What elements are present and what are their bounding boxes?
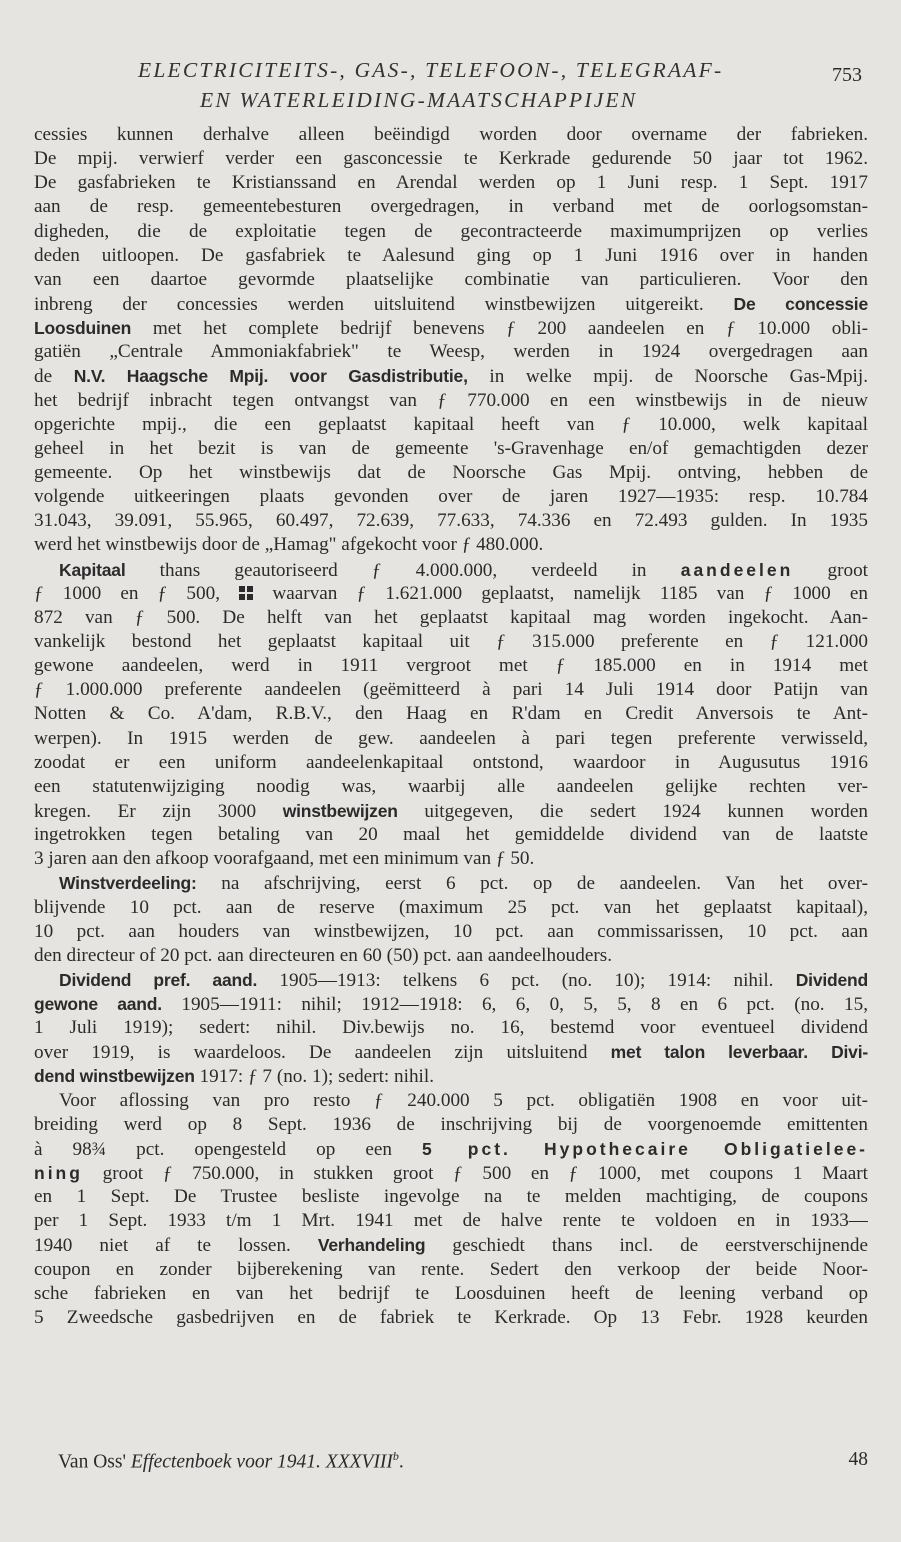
text-line: Winstverdeeling: na afschrijving, eerst 6 pct. op de aandeelen. Van het over- xyxy=(59,873,868,895)
text-line: de N.V. Haagsche Mpij. voor Gasdistributie, in welke mpij. de Noorsche Gas-Mpij. xyxy=(34,366,868,388)
text-line: gewone aand. 1905—1911: nihil; 1912—1918: 6, 6, 0, 5, 5, 8 en 6 pct. (no. 15, xyxy=(34,994,868,1016)
text-line: dend winstbewijzen 1917: ƒ 7 (no. 1); sedert: nihil. xyxy=(34,1066,435,1088)
bold-term: aandeelen xyxy=(680,559,794,580)
bold-term: Dividend xyxy=(795,969,868,990)
text-line: het bedrijf inbracht tegen ontvangst van ƒ 770.000 en een winstbewijs in de nieuw xyxy=(34,389,868,411)
text-line: een statutenwijziging noodig was, waarbij alle aandeelen gelijke rechten ver- xyxy=(34,775,868,797)
bold-term: De concessie xyxy=(733,293,868,314)
text-line: à 98¾ pct. opengesteld op een 5 pct. Hypothecaire Obligatielee- xyxy=(34,1138,868,1160)
bold-term: Dividend pref. aand. xyxy=(59,969,258,990)
text-line: gatiën „Centrale Ammoniakfabriek" te Weesp, werden in 1924 overgedragen aan xyxy=(34,341,868,363)
bold-term: Winstverdeeling: xyxy=(59,873,197,894)
header-title-line1: ELECTRICITEITS-, GAS-, TELEFOON-, TELEGRAAF- xyxy=(138,58,724,82)
text-line: 3 jaren aan den afkoop voorafgaand, met een minimum van ƒ 50. xyxy=(34,848,535,870)
text-line: geheel in het bezit is van de gemeente 's-Gravenhage en/of gemachtigden dezer xyxy=(34,437,868,459)
text-line: werpen). In 1915 werden de gew. aandeelen à pari tegen preferente verwisseld, xyxy=(34,727,868,749)
text-line: 10 pct. aan houders van winstbewijzen, 10 pct. aan commissarissen, 10 pct. aan xyxy=(34,920,868,942)
text-line: van een daartoe gevormde plaatselijke combinatie van particulieren. Voor den xyxy=(34,268,868,290)
text-line: ƒ 1000 en ƒ 500, waarvan ƒ 1.621.000 geplaatst, namelijk 1185 van ƒ 1000 en xyxy=(34,582,868,604)
text-line: Voor aflossing van pro resto ƒ 240.000 5 pct. obligatiën 1908 en voor uit- xyxy=(59,1089,868,1111)
text-line: 5 Zweedsche gasbedrijven en de fabriek te Kerkrade. Op 13 Febr. 1928 keurden xyxy=(34,1306,868,1328)
header-title-line2: EN WATERLEIDING-MAATSCHAPPIJEN xyxy=(200,88,638,112)
text-line: kregen. Er zijn 3000 winstbewijzen uitgegeven, die sedert 1924 kunnen worden xyxy=(34,800,868,822)
text-line: sche fabrieken en van het bedrijf te Loosduinen heeft de leening verband op xyxy=(34,1282,868,1304)
text-line: ƒ 1.000.000 preferente aandeelen (geëmitteerd à pari 14 Juli 1914 door Patijn van xyxy=(34,679,868,701)
text-line: aan de resp. gemeentebesturen overgedragen, in verband met de oorlogsomstan- xyxy=(34,196,868,218)
text-line: ingetrokken tegen betaling van 20 maal het gemiddelde dividend van de laatste xyxy=(34,824,868,846)
text-line: gemeente. Op het winstbewijs dat de Noorsche Gas Mpij. ontving, hebben de xyxy=(34,461,868,483)
text-line: De gasfabrieken te Kristianssand en Arendal werden op 1 Juni resp. 1 Sept. 1917 xyxy=(34,172,868,194)
text-line: 1940 niet af te lossen. Verhandeling geschiedt thans incl. de eerstverschijnende xyxy=(34,1235,868,1257)
bold-term: gewone aand. xyxy=(34,994,162,1015)
text-line: coupon en zonder bijberekening van rente. Sedert den verkoop der beide Noor- xyxy=(34,1258,868,1280)
bold-term: Divi- xyxy=(831,1042,868,1063)
text-line: 1 Juli 1919); sedert: nihil. Div.bewijs no. 16, bestemd voor eventueel dividend xyxy=(34,1017,868,1039)
text-line: Kapitaal thans geautoriseerd ƒ 4.000.000, verdeeld in aandeelen groot xyxy=(59,559,868,581)
text-line: cessies kunnen derhalve alleen beëindigd worden door overname der fabrieken. xyxy=(34,124,868,145)
text-line: den directeur of 20 pct. aan directeuren en 60 (50) pct. aan aandeelhouders. xyxy=(34,944,613,966)
text-line: blijvende 10 pct. aan de reserve (maximum 25 pct. van het geplaatst kapitaal), xyxy=(34,896,868,918)
footer-page-number: 48 xyxy=(848,1449,868,1470)
square-symbol-icon xyxy=(239,586,253,600)
text-line: digheden, die de exploitatie tegen de gecontracteerde maximumprijzen op verlies xyxy=(34,220,868,242)
text-line: Dividend pref. aand. 1905—1913: telkens 6 pct. (no. 10); 1914: nihil. Dividend xyxy=(59,969,868,991)
bold-term: Loosduinen xyxy=(34,318,132,339)
text-line: Loosduinen met het complete bedrijf benevens ƒ 200 aandeelen en ƒ 10.000 obli- xyxy=(34,318,868,340)
page-footer xyxy=(58,1449,868,1475)
page-number: 753 xyxy=(832,64,862,86)
text-line: per 1 Sept. 1933 t/m 1 Mrt. 1941 met de halve rente te voldoen en in 1933— xyxy=(34,1210,868,1232)
bold-term: met talon leverbaar. xyxy=(610,1042,808,1063)
text-line: zoodat er een uniform aandeelenkapitaal ontstond, waardoor in Augusutus 1916 xyxy=(34,751,868,773)
text-line: ning groot ƒ 750.000, in stukken groot ƒ 500 en ƒ 1000, met coupons 1 Maart xyxy=(34,1163,868,1185)
text-line: opgerichte mpij., die een geplaatst kapitaal heeft van ƒ 10.000, welk kapitaal xyxy=(34,413,868,435)
text-line: inbreng der concessies werden uitsluitend winstbewijzen uitgereikt. De concessie xyxy=(34,293,868,315)
text-line: over 1919, is waardeloos. De aandeelen zijn uitsluitend met talon leverbaar. Divi- xyxy=(34,1042,868,1064)
text-line: volgende uitkeeringen plaats gevonden over de jaren 1927—1935: resp. 10.784 xyxy=(34,486,868,508)
text-line: deden uitloopen. De gasfabriek te Aalesund ging op 1 Juni 1916 over in handen xyxy=(34,244,868,266)
bold-term: Verhandeling xyxy=(317,1235,426,1256)
bold-term: N.V. Haagsche Mpij. voor Gasdistributie, xyxy=(73,366,468,387)
bold-term: winstbewijzen xyxy=(282,800,398,821)
text-line: gewone aandeelen, werd in 1911 vergroot met ƒ 185.000 en in 1914 met xyxy=(34,655,868,677)
text-line: en 1 Sept. De Trustee besliste ingevolge na te melden machtiging, de coupons xyxy=(34,1186,868,1208)
text-line: werd het winstbewijs door de „Hamag" afgekocht voor ƒ 480.000. xyxy=(34,534,544,556)
bold-term: 5 pct. Hypothecaire Obligatielee- xyxy=(421,1138,868,1159)
text-line: 31.043, 39.091, 55.965, 60.497, 72.639, 77.633, 74.336 en 72.493 gulden. In 1935 xyxy=(34,510,868,532)
text-line: vankelijk bestond het geplaatst kapitaal uit ƒ 315.000 preferente en ƒ 121.000 xyxy=(34,630,868,652)
text-line: breiding werd op 8 Sept. 1936 de inschrijving bij de voorgenoemde emittenten xyxy=(34,1113,868,1135)
text-line: De mpij. verwierf verder een gasconcessie te Kerkrade gedurende 50 jaar tot 1962. xyxy=(34,148,868,170)
text-line: 872 van ƒ 500. De helft van het geplaatst kapitaal mag worden ingekocht. Aan- xyxy=(34,606,868,628)
body-text xyxy=(34,123,868,1330)
bold-term: Kapitaal xyxy=(59,559,126,580)
bold-term: dend winstbewijzen xyxy=(34,1066,195,1087)
text-line: Notten & Co. A'dam, R.B.V., den Haag en R'dam en Credit Anversois te Ant- xyxy=(34,703,868,725)
bold-term: ning xyxy=(34,1163,83,1184)
footer-citation: Van Oss' Effectenboek voor 1941. XXXVIII$^b$. xyxy=(58,1449,404,1473)
